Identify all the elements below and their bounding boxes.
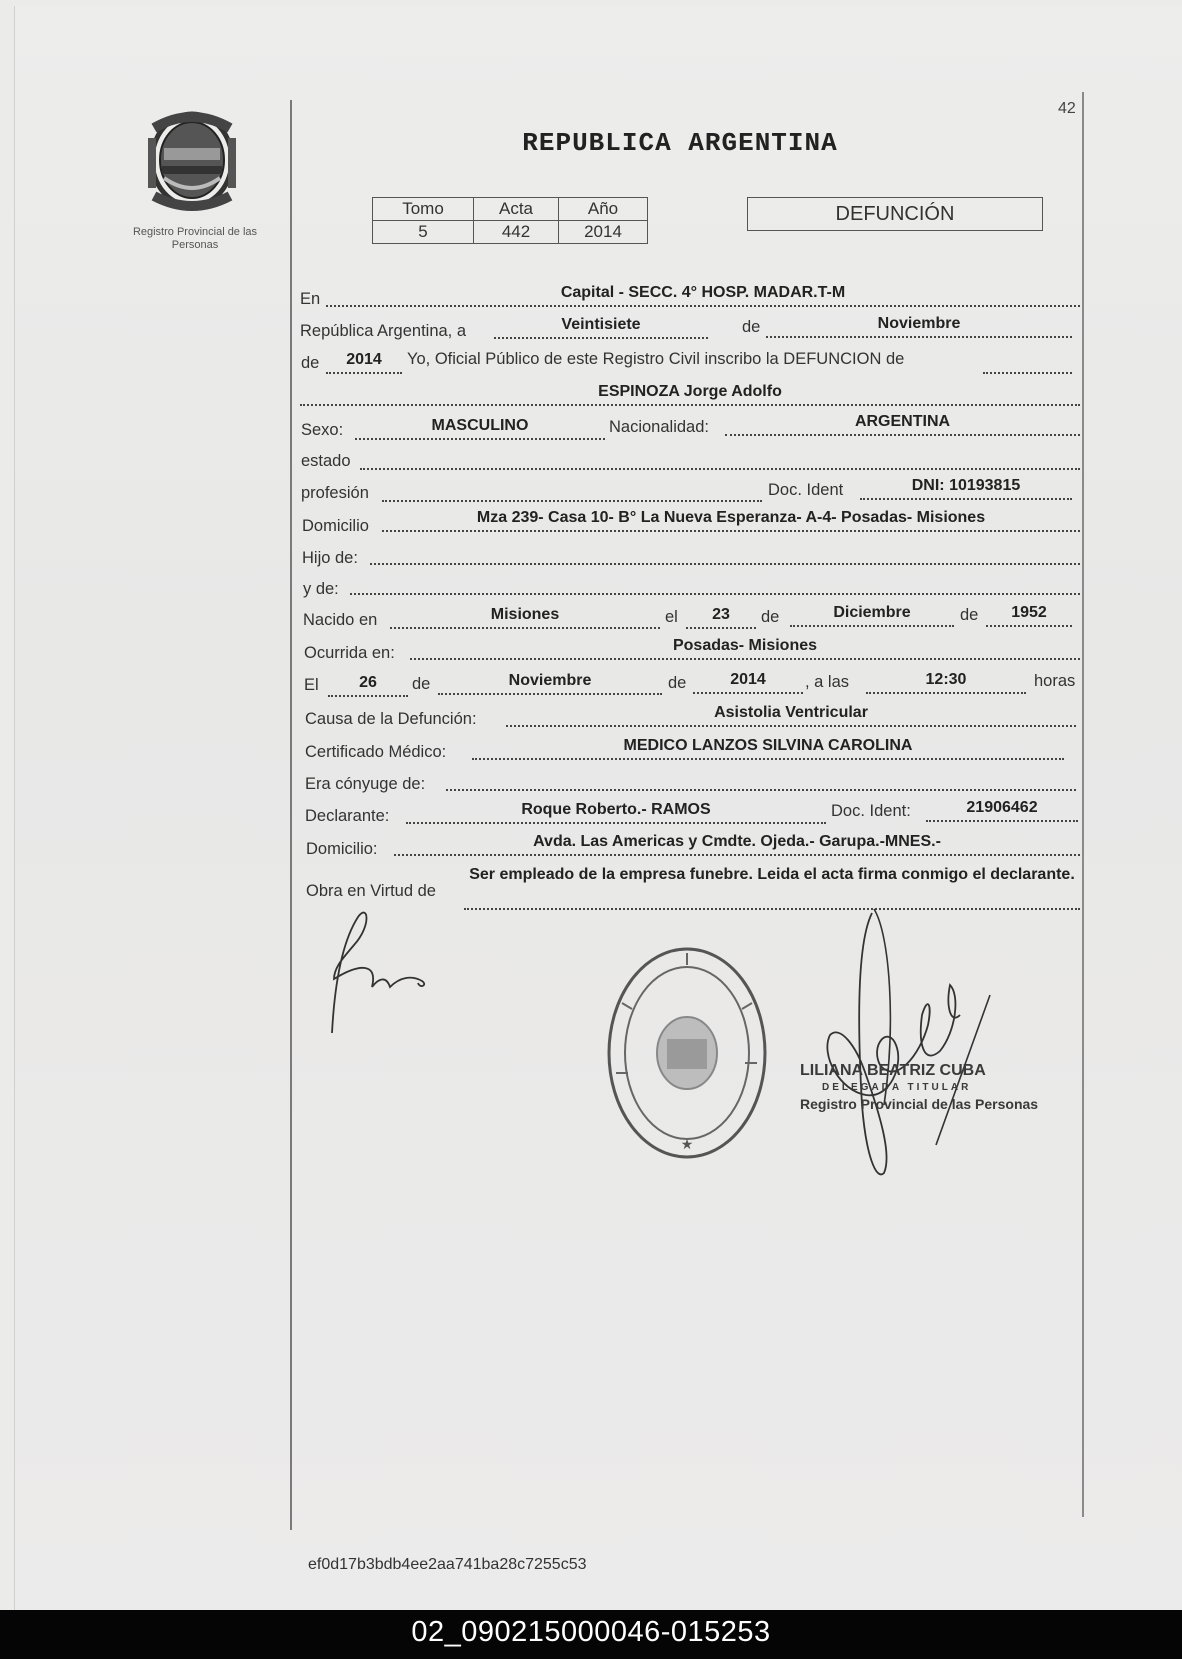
declarante-doc-field: 21906462 <box>926 798 1078 822</box>
declarante-doc-label: Doc. Ident: <box>831 802 911 820</box>
conyuge-label: Era cónyuge de: <box>305 775 426 793</box>
declarante-domicilio-label: Domicilio: <box>306 840 378 858</box>
page-number: 42 <box>1058 100 1076 117</box>
yde-field <box>350 571 1080 595</box>
statement-trailing-line <box>983 350 1072 374</box>
hijo-field <box>370 541 1080 565</box>
birth-year-field: 1952 <box>986 603 1072 627</box>
birth-de-label-1: de <box>761 608 780 626</box>
death-time-field: 12:30 <box>866 670 1026 694</box>
death-de-label-1: de <box>412 675 431 693</box>
reference-table <box>372 197 648 244</box>
nacido-en-field: Misiones <box>390 605 660 629</box>
day-text-field: Veintisiete <box>494 315 708 339</box>
en-label: En <box>300 290 321 308</box>
de-label-1: de <box>742 318 761 336</box>
doc-ident-label: Doc. Ident <box>768 481 844 499</box>
declarant-signature <box>320 905 460 1035</box>
month-field: Noviembre <box>766 314 1072 338</box>
official-role-stamp: DELEGADA TITULAR <box>822 1082 972 1093</box>
estado-field <box>360 446 1080 470</box>
anio-value: 2014 <box>559 221 648 244</box>
hijo-label: Hijo de: <box>302 549 358 567</box>
doc-ident-field: DNI: 10193815 <box>860 476 1072 500</box>
certificado-label: Certificado Médico: <box>305 743 447 761</box>
death-de-label-2: de <box>668 674 687 692</box>
death-el-label: El <box>304 676 319 694</box>
sexo-label: Sexo: <box>301 421 344 439</box>
official-signature <box>800 905 1020 1185</box>
death-day-field: 26 <box>328 673 408 697</box>
death-year-field: 2014 <box>693 670 803 694</box>
domicilio-field: Mza 239- Casa 10- B° La Nueva Esperanza- A-4- Posadas- Misiones <box>382 508 1080 532</box>
place-field: Capital - SECC. 4° HOSP. MADAR.T-M <box>326 283 1080 307</box>
registry-name: Registro Provincial de las Personas <box>132 226 258 251</box>
nacionalidad-label: Nacionalidad: <box>609 418 709 436</box>
death-month-field: Noviembre <box>438 671 662 695</box>
causa-field: Asistolia Ventricular <box>506 703 1076 727</box>
deceased-name-field: ESPINOZA Jorge Adolfo <box>300 382 1080 406</box>
tomo-value: 5 <box>373 221 474 244</box>
anio-header: Año <box>559 198 648 221</box>
ocurrida-field: Posadas- Misiones <box>410 636 1080 660</box>
sexo-field: MASCULINO <box>355 416 605 440</box>
year-field: 2014 <box>326 350 402 374</box>
conyuge-field <box>446 767 1076 791</box>
statement-text: Yo, Oficial Público de este Registro Civil inscribo la DEFUNCION de <box>407 350 905 368</box>
document-hash: ef0d17b3bdb4ee2aa741ba28c7255c53 <box>308 1556 587 1573</box>
birth-day-field: 23 <box>686 605 756 629</box>
right-margin-line <box>1082 92 1084 1517</box>
estado-label: estado <box>301 452 351 470</box>
left-margin-line <box>290 100 292 1530</box>
page-title: REPUBLICA ARGENTINA <box>522 128 838 158</box>
acta-value: 442 <box>474 221 559 244</box>
document-type-box: DEFUNCIÓN <box>747 197 1043 231</box>
scan-id-bar <box>0 1610 1182 1659</box>
obra-label: Obra en Virtud de <box>306 882 436 900</box>
acta-header: Acta <box>474 198 559 221</box>
horas-label: horas <box>1034 672 1076 690</box>
scan-id: 02_090215000046-015253 <box>411 1616 771 1648</box>
domicilio-label: Domicilio <box>302 517 369 535</box>
nacido-label: Nacido en <box>303 611 378 629</box>
de-label-2: de <box>301 354 320 372</box>
declarante-label: Declarante: <box>305 807 390 825</box>
ocurrida-label: Ocurrida en: <box>304 644 395 662</box>
alas-label: , a las <box>805 673 850 691</box>
causa-label: Causa de la Defunción: <box>305 710 477 728</box>
declarante-field: Roque Roberto.- RAMOS <box>406 800 826 824</box>
el-label: el <box>665 608 678 626</box>
yde-label: y de: <box>303 580 339 598</box>
official-name-stamp: LILIANA BEATRIZ CUBA <box>800 1062 986 1079</box>
profesion-field <box>382 478 762 502</box>
official-office-stamp: Registro Provincial de las Personas <box>800 1096 1039 1112</box>
registry-seal-icon <box>602 943 772 1163</box>
birth-de-label-2: de <box>960 606 979 624</box>
certificado-field: MEDICO LANZOS SILVINA CAROLINA <box>472 736 1064 760</box>
republica-label: República Argentina, a <box>300 322 467 340</box>
declarante-domicilio-field: Avda. Las Americas y Cmdte. Ojeda.- Garupa.-MNES.- <box>394 832 1080 856</box>
birth-month-field: Diciembre <box>790 603 954 627</box>
profesion-label: profesión <box>301 484 369 502</box>
provincia-misiones-coat-of-arms-icon <box>140 108 250 218</box>
svg-text:★: ★ <box>680 1137 694 1153</box>
nacionalidad-field: ARGENTINA <box>725 412 1080 436</box>
tomo-header: Tomo <box>373 198 474 221</box>
obra-field: Ser empleado de la empresa funebre. Leida el acta firma conmigo el declarante. <box>464 864 1080 910</box>
